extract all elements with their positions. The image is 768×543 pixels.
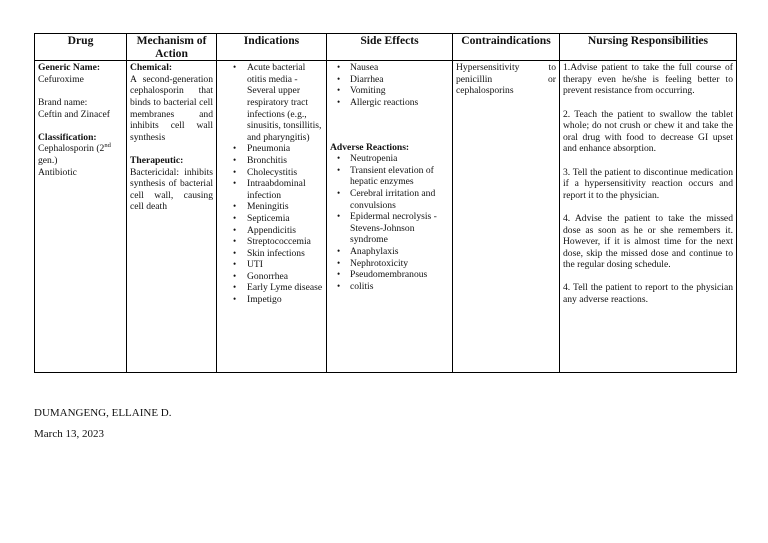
- chemical-text: A second-generation cephalosporin that binds to bacterial cell membranes and inhibits cell wall synthesis: [130, 73, 213, 143]
- list-item: • Gonorrhea: [220, 271, 323, 283]
- header-nursing: Nursing Responsibilities: [560, 34, 737, 61]
- list-item: • Septicemia: [220, 213, 323, 225]
- header-drug: Drug: [35, 34, 127, 61]
- mechanism-cell: [127, 61, 217, 373]
- header-side-effects: Side Effects: [327, 34, 453, 61]
- header-mechanism: Mechanism of Action: [127, 34, 217, 61]
- list-item: • Early Lyme disease: [220, 282, 323, 294]
- indications-list: [220, 62, 323, 305]
- list-item: • UTI: [220, 259, 323, 271]
- list-item: • Appendicitis: [220, 225, 323, 237]
- document-date: March 13, 2023: [34, 428, 104, 440]
- list-item: • Cholecystitis: [220, 167, 323, 179]
- classification-value-2: Antibiotic: [38, 166, 77, 178]
- table-header-row: [35, 34, 737, 61]
- side-effects-list: [330, 62, 449, 108]
- list-item: • Bronchitis: [220, 155, 323, 167]
- table-row: [35, 61, 737, 373]
- list-item: • Impetigo: [220, 294, 323, 306]
- chemical-label: Chemical:: [130, 62, 173, 74]
- adverse-reactions-list: [330, 153, 449, 292]
- generic-name-label: Generic Name:: [38, 62, 101, 74]
- list-item: • Acute bacterial otitis media - Several upper respiratory tract infections (e.g., sinusitis, tonsillitis, and pharyngitis): [220, 62, 323, 143]
- nursing-item: 4. Tell the patient to report to the physician any adverse reactions.: [563, 282, 733, 306]
- list-item: • Streptococcemia: [220, 236, 323, 248]
- drug-study-table: [34, 33, 737, 373]
- list-item: • Neutropenia: [330, 153, 449, 165]
- list-item: • Nausea: [330, 62, 449, 74]
- nursing-item: 3. Tell the patient to discontinue medication if a hypersensitivity reaction occurs and report it to the physician.: [563, 166, 733, 201]
- header-indications: Indications: [217, 34, 327, 61]
- therapeutic-text: Bactericidal: inhibits synthesis of bacterial cell wall, causing cell death: [130, 166, 213, 213]
- list-item: • Meningitis: [220, 201, 323, 213]
- list-item: • Pseudomembranous: [330, 269, 449, 281]
- list-item: • Vomiting: [330, 85, 449, 97]
- list-item: • Nephrotoxicity: [330, 258, 449, 270]
- nursing-cell: [560, 61, 737, 373]
- side-effects-cell: [327, 61, 453, 373]
- drug-cell: [35, 61, 127, 373]
- list-item: • Allergic reactions: [330, 97, 449, 109]
- list-item: • Transient elevation of hepatic enzymes: [330, 165, 449, 188]
- classification-label: Classification:: [38, 131, 97, 143]
- brand-name-label: Brand name:: [38, 96, 88, 108]
- list-item: • Intraabdominal infection: [220, 178, 323, 201]
- list-item: • Skin infections: [220, 248, 323, 260]
- header-contraindications: Contraindications: [453, 34, 560, 61]
- therapeutic-label: Therapeutic:: [130, 154, 184, 166]
- brand-name-value: Ceftin and Zinacef: [38, 108, 110, 120]
- list-item: • Pneumonia: [220, 143, 323, 155]
- list-item: • Diarrhea: [330, 74, 449, 86]
- author-name: DUMANGENG, ELLAINE D.: [34, 407, 172, 419]
- list-item: • Anaphylaxis: [330, 246, 449, 258]
- adverse-reactions-label: Adverse Reactions:: [330, 141, 410, 153]
- list-item: • Epidermal necrolysis - Stevens-Johnson syndrome: [330, 211, 449, 246]
- nursing-item: 1.Advise patient to take the full course of therapy even he/she is feeling better to prevent resistance from occurring.: [563, 62, 733, 97]
- nursing-item: 2. Teach the patient to swallow the tablet whole; do not crush or chew it and take the oral drug with food to decrease GI upset and enhance absorption.: [563, 108, 733, 155]
- classification-value: Cephalosporin (2nd gen.): [38, 142, 111, 166]
- list-item: • colitis: [330, 281, 449, 293]
- contraindications-cell: Hypersensitivity to penicillin or cephalosporins: [453, 61, 560, 373]
- generic-name-value: Cefuroxime: [38, 73, 84, 85]
- indications-cell: [217, 61, 327, 373]
- nursing-item: 4. Advise the patient to take the missed dose as soon as he or she remembers it. However, if it is almost time for the next dose, skip the missed dose and continue to the regular dosing schedule.: [563, 212, 733, 271]
- list-item: • Cerebral irritation and convulsions: [330, 188, 449, 211]
